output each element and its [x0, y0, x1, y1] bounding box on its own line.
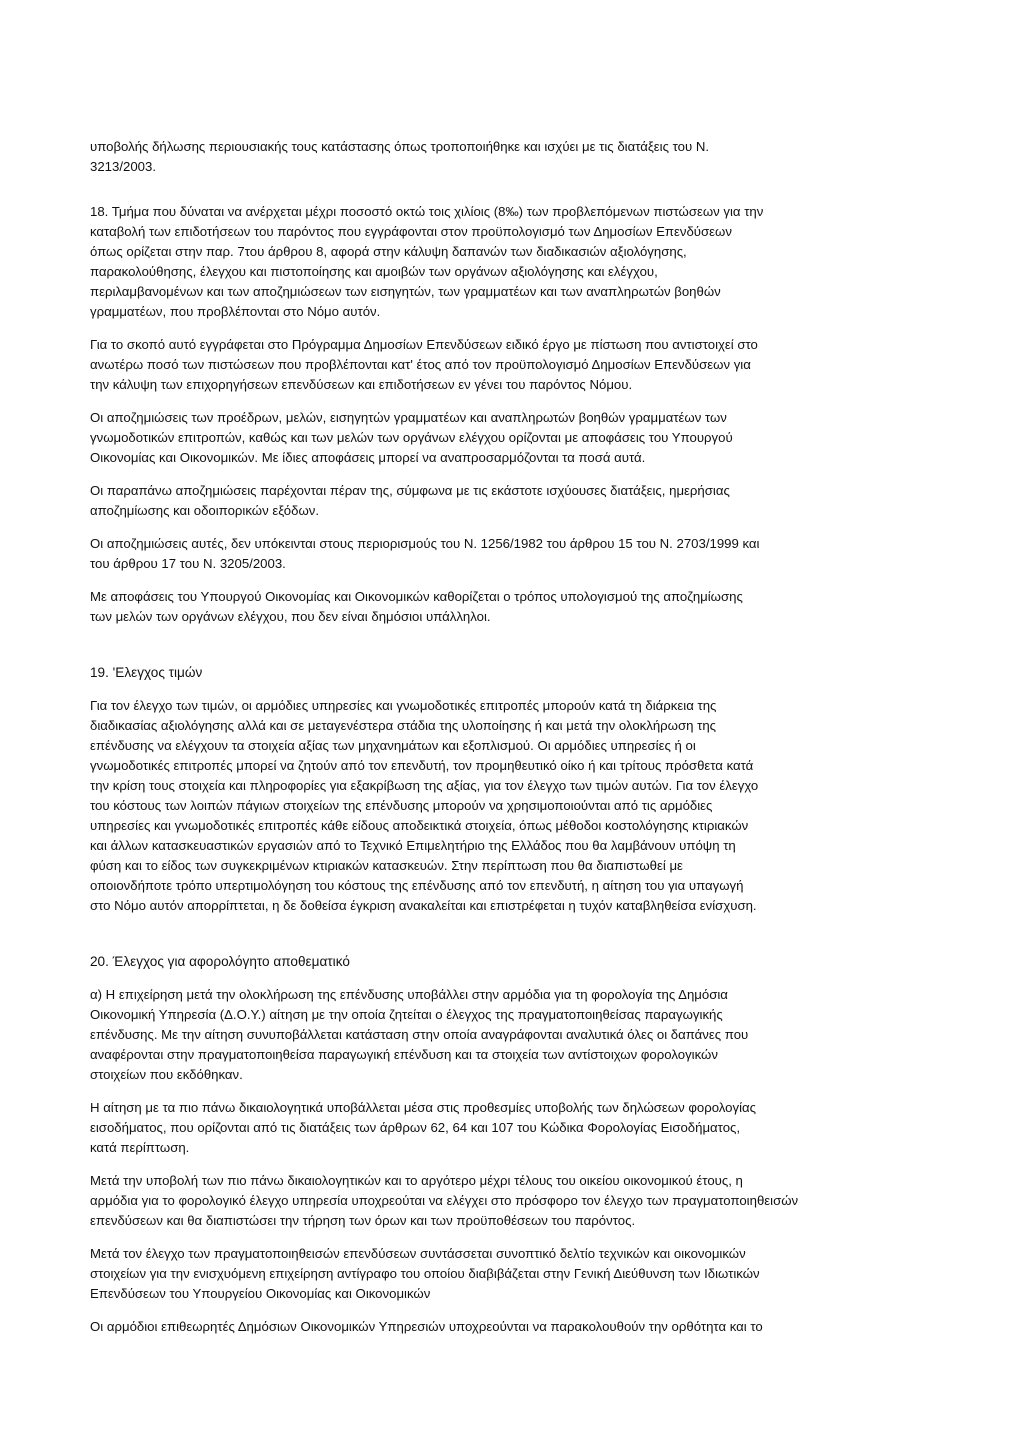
text-line: 18. Τμήμα που δύναται να ανέρχεται μέχρι ποσοστό οκτώ τοις χιλίοις (8‰) των προβλεπόμενων πιστώσεων για την	[90, 204, 764, 219]
text-line: φύση και το είδος των συγκεκριμένων κτιριακών κατασκευών. Στην περίπτωση που θα διαπιστωθεί με	[90, 858, 683, 873]
text-line: την κάλυψη των επιχορηγήσεων επενδύσεων και επιδοτήσεων εν γένει του παρόντος Νόμου.	[90, 377, 633, 392]
text-line: επενδύσεων και θα διαπιστώσει την τήρηση των όρων και των προϋποθέσεων του παρόντος.	[90, 1213, 636, 1228]
item-18-paragraph-4	[90, 481, 934, 521]
item-18-paragraph-6	[90, 587, 934, 627]
item-18-paragraph-5	[90, 534, 934, 574]
section-heading: 19. 'Ελεγχος τιμών	[90, 665, 203, 680]
item-20-paragraph-1	[90, 985, 934, 1085]
text-line: Οι αποζημιώσεις των προέδρων, μελών, εισηγητών γραμματέων και αναπληρωτών βοηθών γραμματέων των	[90, 410, 727, 425]
text-line: όπως ορίζεται στην παρ. 7του άρθρου 8, αφορά στην κάλυψη δαπανών των διαδικασιών αξιολόγησης,	[90, 244, 687, 259]
text-line: Οι παραπάνω αποζημιώσεις παρέχονται πέραν της, σύμφωνα με τις εκάστοτε ισχύουσες διατάξεις, ημερήσιας	[90, 483, 730, 498]
text-line: του κόστους των λοιπών πάγιων στοιχείων της επένδυσης μπορούν να χρησιμοποιούνται από τις αρμόδιες	[90, 798, 713, 813]
text-line: διαδικασίας αξιολόγησης αλλά και σε μεταγενέστερα στάδια της υλοποίησης ή και μετά την ολοκλήρωση της	[90, 718, 717, 733]
text-line: Για το σκοπό αυτό εγγράφεται στο Πρόγραμμα Δημοσίων Επενδύσεων ειδικό έργο με πίστωση που αντιστοιχεί στο	[90, 337, 758, 352]
text-line: αποζημίωσης και οδοιπορικών εξόδων.	[90, 503, 320, 518]
text-line: οποιονδήποτε τρόπο υπερτιμολόγηση του κόστους της επένδυσης από τον επενδυτή, η αίτηση του για υπαγωγή	[90, 878, 744, 893]
text-line: Μετά τον έλεγχο των πραγματοποιηθεισών επενδύσεων συντάσσεται συνοπτικό δελτίο τεχνικών και οικονομικών	[90, 1246, 746, 1261]
text-line: υποβολής δήλωσης περιουσιακής τους κατάστασης όπως τροποποιήθηκε και ισχύει με τις διατάξεις του Ν.	[90, 139, 710, 154]
text-line: Οικονομίας και Οικονομικών. Με ίδιες αποφάσεις μπορεί να αναπροσαρμόζονται τα ποσά αυτά.	[90, 450, 646, 465]
item-20-paragraph-4	[90, 1244, 934, 1304]
item-18-paragraph-3	[90, 408, 934, 468]
text-line: γνωμοδοτικών επιτροπών, καθώς και των μελών των οργάνων ελέγχου ορίζονται με αποφάσεις του Υπουργού	[90, 430, 733, 445]
item-19-heading-block	[90, 663, 934, 683]
item-20-heading-block	[90, 952, 934, 972]
text-line: 3213/2003.	[90, 159, 157, 174]
text-line: περιλαμβανομένων και των αποζημιώσεων των εισηγητών, των γραμματέων και των αναπληρωτών βοηθών	[90, 284, 721, 299]
text-line: υπηρεσίες και γνωμοδοτικές επιτροπές κάθε είδους αποδεικτικά στοιχεία, όπως μέθοδοι κοστολόγησης κτιριακών	[90, 818, 749, 833]
item-20-paragraph-3	[90, 1171, 934, 1231]
text-line: Με αποφάσεις του Υπουργού Οικονομίας και Οικονομικών καθορίζεται ο τρόπος υπολογισμού της αποζημίωσης	[90, 589, 743, 604]
text-line: ανωτέρω ποσό των πιστώσεων που προβλέπονται κατ' έτος από τον προϋπολογισμό Δημοσίων Επενδύσεων για	[90, 357, 751, 372]
text-line: στοιχείων για την ενισχυόμενη επιχείρηση αντίγραφο του οποίου διαβιβάζεται στην Γενική Διεύθυνση των Ιδιωτικών	[90, 1266, 760, 1281]
text-line: Μετά την υποβολή των πιο πάνω δικαιολογητικών και το αργότερο μέχρι τέλους του οικείου οικονομικού έτους, η	[90, 1173, 743, 1188]
text-line: την κρίση τους στοιχεία και πληροφορίες για εξακρίβωση της αξίας, για τον έλεγχο των τιμών αυτών. Για τον έλεγχο	[90, 778, 759, 793]
intro-paragraph	[90, 137, 934, 177]
item-19-paragraph-1	[90, 696, 934, 916]
text-line: εισοδήματος, που ορίζονται από τις διατάξεις των άρθρων 62, 64 και 107 του Κώδικα Φορολογίας Εισοδήματος,	[90, 1120, 741, 1135]
item-18-paragraph-2	[90, 335, 934, 395]
text-line: Για τον έλεγχο των τιμών, οι αρμόδιες υπηρεσίες και γνωμοδοτικές επιτροπές μπορούν κατά τη διάρκεια της	[90, 698, 717, 713]
text-line: στο Νόμο αυτόν απορρίπτεται, η δε δοθείσα έγκριση ανακαλείται και επιστρέφεται η τυχόν καταβληθείσα ενίσχυση.	[90, 898, 757, 913]
text-line: α) Η επιχείρηση μετά την ολοκλήρωση της επένδυσης υποβάλλει στην αρμόδια για τη φορολογία της Δημόσια	[90, 987, 728, 1002]
text-line: Οι αποζημιώσεις αυτές, δεν υπόκεινται στους περιορισμούς του Ν. 1256/1982 του άρθρου 15 του Ν. 2703/1999 και	[90, 536, 760, 551]
text-line: Η αίτηση με τα πιο πάνω δικαιολογητικά υποβάλλεται μέσα στις προθεσμίες υποβολής των δηλώσεων φορολογίας	[90, 1100, 757, 1115]
text-line: Οι αρμόδιοι επιθεωρητές Δημόσιων Οικονομικών Υπηρεσιών υποχρεούνται να παρακολουθούν την ορθότητα και το	[90, 1319, 763, 1334]
text-line: γνωμοδοτικές επιτροπές μπορεί να ζητούν από τον επενδυτή, τον προμηθευτικό οίκο ή και τρίτους πρόσθετα κατά	[90, 758, 754, 773]
text-line: παρακολούθησης, έλεγχου και πιστοποίησης και αμοιβών των οργάνων αξιολόγησης και ελέγχου,	[90, 264, 658, 279]
text-line: των μελών των οργάνων ελέγχου, που δεν είναι δημόσιοι υπάλληλοι.	[90, 609, 491, 624]
text-line: γραμματέων, που προβλέπονται στο Νόμο αυτόν.	[90, 304, 381, 319]
section-heading: 20. Έλεγχος για αφορολόγητο αποθεματικό	[90, 954, 350, 969]
item-20-paragraph-5	[90, 1317, 934, 1337]
item-18-paragraph-1	[90, 202, 934, 322]
text-line: καταβολή των επιδοτήσεων του παρόντος που εγγράφονται στον προϋπολογισμό των Δημοσίων Επενδύσεων	[90, 224, 732, 239]
item-20-paragraph-2	[90, 1098, 934, 1158]
text-line: και άλλων κατασκευαστικών εργασιών από το Τεχνικό Επιμελητήριο της Ελλάδος που θα λαμβάνουν υπόψη τη	[90, 838, 736, 853]
text-line: κατά περίπτωση.	[90, 1140, 190, 1155]
text-line: Οικονομική Υπηρεσία (Δ.Ο.Υ.) αίτηση με την οποία ζητείται ο έλεγχος της πραγματοποιηθείσας παραγωγικής	[90, 1007, 723, 1022]
text-line: αρμόδια για το φορολογικό έλεγχο υπηρεσία υποχρεούται να ελέγχει στο πρόσφορο τον έλεγχο των πραγματοποιηθεισών	[90, 1193, 799, 1208]
text-line: επένδυσης. Με την αίτηση συνυποβάλλεται κατάσταση στην οποία αναγράφονται αναλυτικά όλες οι δαπάνες που	[90, 1027, 749, 1042]
text-line: του άρθρου 17 του Ν. 3205/2003.	[90, 556, 286, 571]
text-line: Επενδύσεων του Υπουργείου Οικονομίας και Οικονομικών	[90, 1286, 431, 1301]
text-line: στοιχείων που εκδόθηκαν.	[90, 1067, 243, 1082]
text-line: αναφέρονται στην πραγματοποιηθείσα παραγωγική επένδυση και τα στοιχεία των αντίστοιχων φορολογικών	[90, 1047, 718, 1062]
text-line: επένδυσης να ελέγχουν τα στοιχεία αξίας των μηχανημάτων και εξοπλισμού. Οι αρμόδιες υπηρεσίες ή οι	[90, 738, 696, 753]
